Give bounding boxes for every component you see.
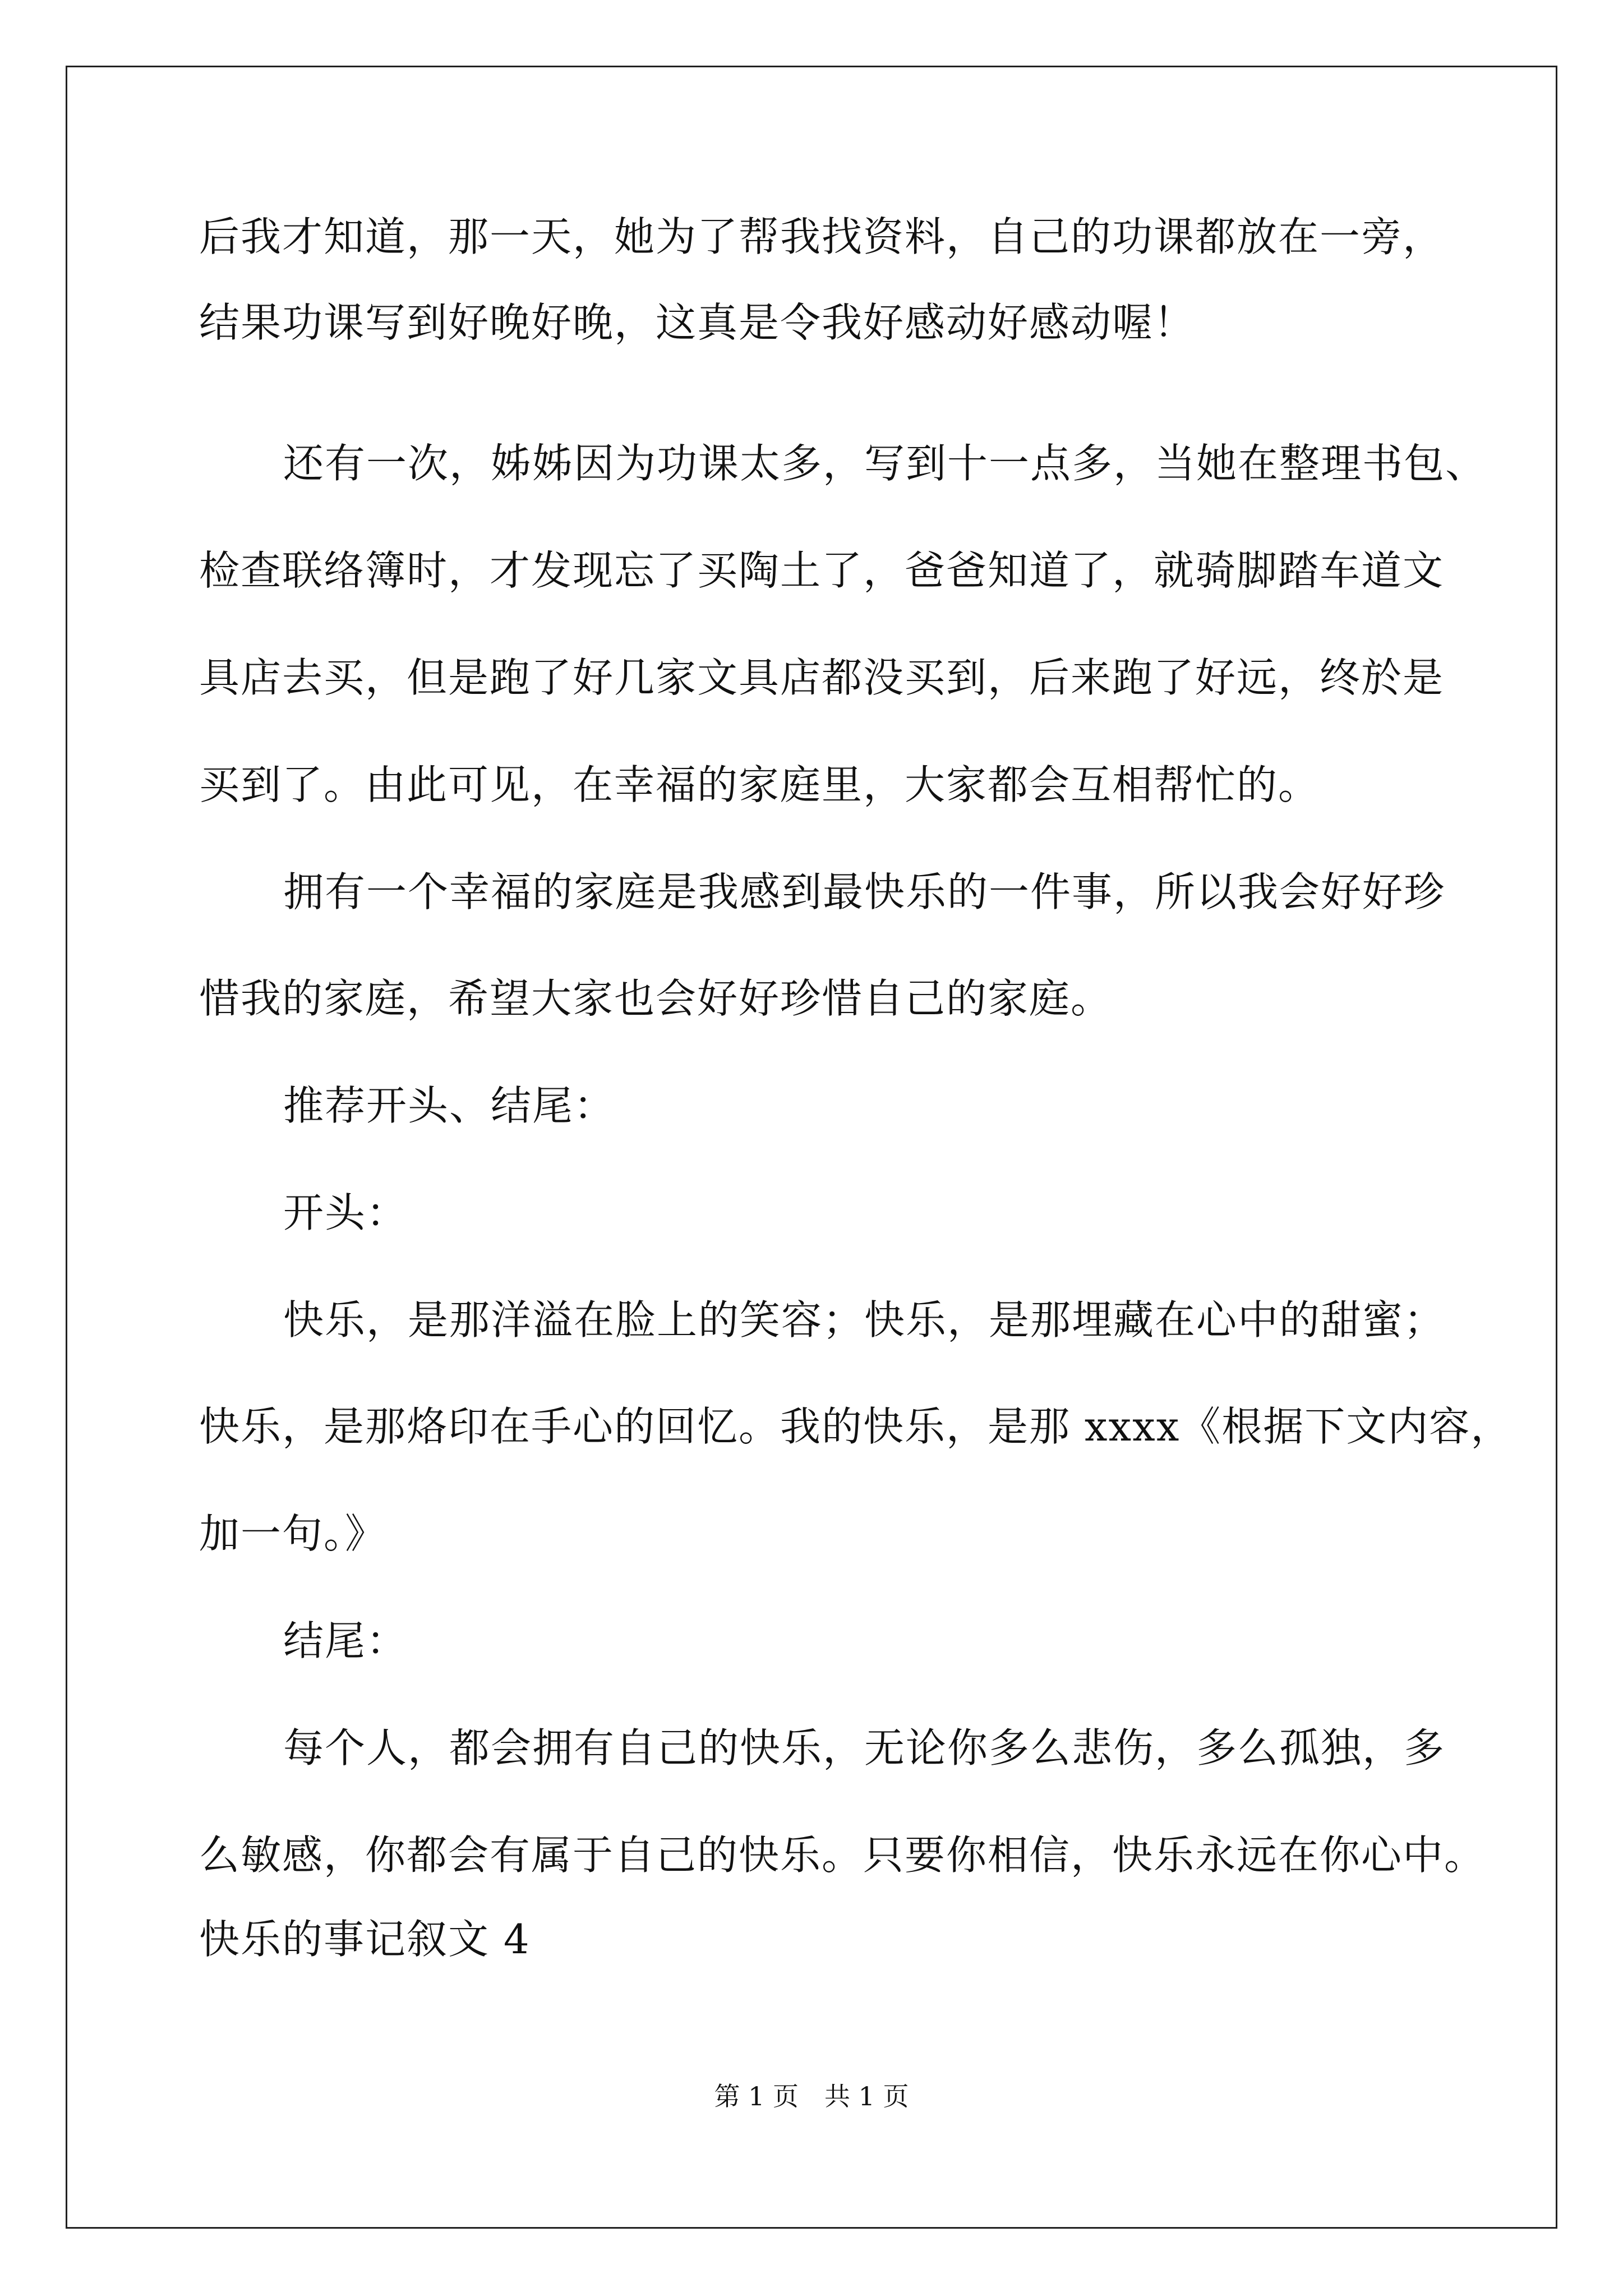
text-line: 结果功课写到好晚好晚，这真是令我好感动好感动喔！ [199,299,1196,346]
text-line: 惜我的家庭，希望大家也会好好珍惜自己的家庭。 [199,975,1113,1022]
text-line: 快乐，是那洋溢在脸上的笑容；快乐，是那埋藏在心中的甜蜜； [283,1296,1446,1343]
text-line: 么敏感，你都会有属于自己的快乐。只要你相信，快乐永远在你心中。 [199,1832,1486,1879]
text-line: 还有一次，姊姊因为功课太多，写到十一点多，当她在整理书包、 [283,440,1487,487]
text-line: 拥有一个幸福的家庭是我感到最快乐的一件事，所以我会好好珍 [283,868,1446,915]
section-label: 开头： [283,1189,408,1236]
text-line: 具店去买，但是跑了好几家文具店都没买到，后来跑了好远，终於是 [199,654,1445,701]
text-line: 买到了。由此可见，在幸福的家庭里，大家都会互相帮忙的。 [199,761,1320,808]
text-line: 每个人，都会拥有自己的快乐，无论你多么悲伤，多么孤独，多 [283,1724,1446,1772]
page-border [66,66,1557,2229]
heading: 快乐的事记叙文 4 [199,1916,531,1963]
text-line: 后我才知道，那一天，她为了帮我找资料，自己的功课都放在一旁， [199,213,1445,260]
text-line: 加一句。》 [199,1510,387,1557]
text-line: 检查联络簿时，才发现忘了买陶土了，爸爸知道了，就骑脚踏车道文 [199,547,1445,594]
page-number: 第 1 页 共 1 页 [714,2081,909,2111]
text-line: 快乐，是那烙印在手心的回忆。我的快乐，是那 xxxx《根据下文内容， [199,1403,1513,1450]
section-label: 结尾： [283,1617,408,1664]
section-label: 推荐开头、结尾： [283,1082,616,1129]
